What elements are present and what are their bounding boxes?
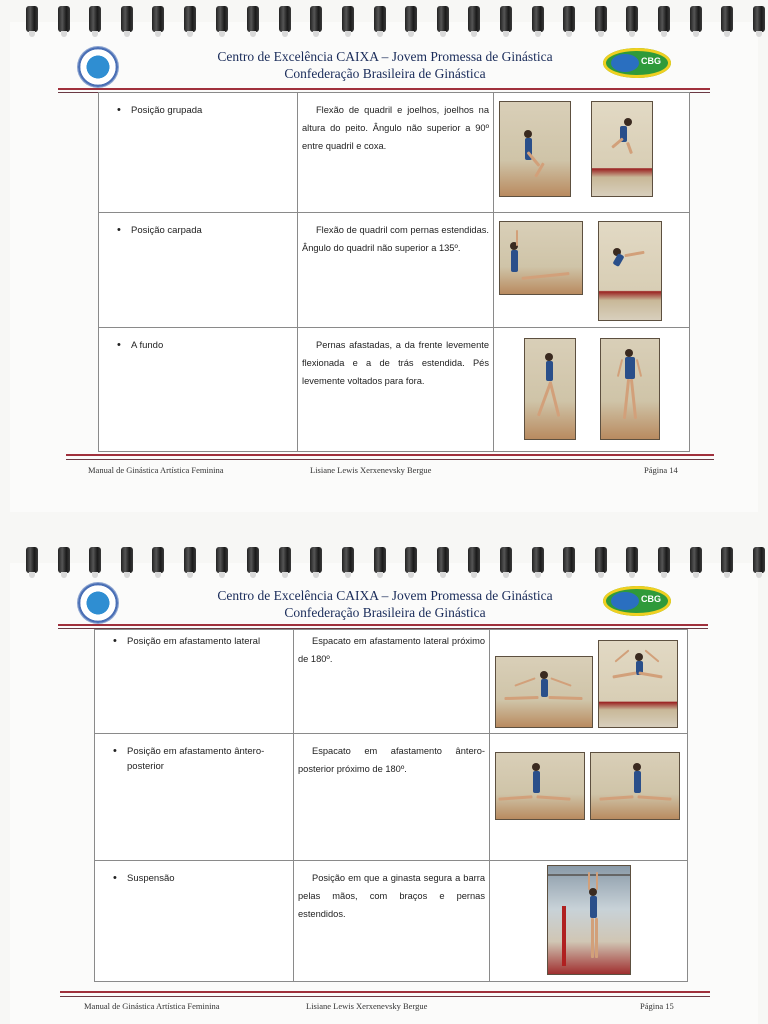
footer-page-number: Página 14: [644, 465, 678, 475]
spiral-ring: [753, 547, 765, 573]
table-row: [95, 630, 687, 733]
footer-rule: [66, 454, 714, 456]
table-row: [99, 93, 689, 212]
spiral-ring: [405, 6, 417, 32]
spiral-ring: [216, 6, 228, 32]
spiral-ring: [374, 6, 386, 32]
spiral-ring: [721, 547, 733, 573]
table-row: [99, 212, 689, 328]
footer-manual-title: Manual de Ginástica Artística Feminina: [88, 465, 224, 475]
photo-pike-jump: [598, 221, 662, 321]
spiral-ring: [26, 547, 38, 573]
footer-rule-thin: [60, 996, 710, 997]
spiral-ring: [437, 6, 449, 32]
position-description: Pernas afastadas, a da frente levemente flexionada e a de trás estendida. Pés levemente voltados para fora.: [302, 340, 489, 386]
spiral-ring: [595, 6, 607, 32]
photo-tuck-seated: [499, 101, 571, 197]
footer-page-number: Página 15: [640, 1001, 674, 1011]
position-name: • Posição em afastamento lateral: [113, 634, 287, 649]
position-description: Espacato em afastamento ântero-posterior próximo de 180º.: [298, 746, 485, 774]
spiral-ring: [279, 6, 291, 32]
spiral-ring: [468, 547, 480, 573]
position-name: • Suspensão: [113, 871, 287, 886]
header-rule: [58, 88, 710, 90]
table-row: [95, 733, 687, 861]
spiral-ring: [279, 547, 291, 573]
photo-pike-seated: [499, 221, 583, 295]
photo-lunge-front: [600, 338, 660, 440]
spiral-ring: [437, 547, 449, 573]
spiral-binding: [0, 543, 768, 573]
spiral-ring: [690, 6, 702, 32]
table-row: [99, 327, 689, 452]
spiral-ring: [532, 547, 544, 573]
spiral-ring: [121, 547, 133, 573]
footer-rule: [60, 991, 710, 993]
position-name: • Posição grupada: [117, 103, 291, 118]
page-header: [0, 587, 768, 629]
photo-lunge-side: [524, 338, 576, 440]
spiral-ring: [152, 547, 164, 573]
position-description: Flexão de quadril com pernas estendidas. Ângulo do quadril não superior a 135º.: [302, 225, 489, 253]
footer-author: Lisiane Lewis Xerxenevsky Bergue: [310, 465, 432, 475]
spiral-ring: [468, 6, 480, 32]
spiral-ring: [721, 6, 733, 32]
spiral-ring: [310, 547, 322, 573]
manual-page-15: [0, 543, 768, 1024]
header-title-line1: Centro de Excelência CAIXA – Jovem Promessa de Ginástica: [217, 588, 553, 603]
spiral-ring: [626, 6, 638, 32]
position-name: • Posição em afastamento ântero-posterior: [113, 744, 287, 774]
positions-table: [94, 629, 688, 982]
spiral-ring: [658, 547, 670, 573]
position-description: Flexão de quadril e joelhos, joelhos na altura do peito. Ângulo não superior a 90º entre quadril e coxa.: [302, 105, 489, 151]
spiral-ring: [563, 6, 575, 32]
spiral-ring: [247, 6, 259, 32]
positions-table: [98, 92, 690, 452]
photo-front-split-1: [495, 752, 585, 820]
spiral-ring: [595, 547, 607, 573]
spiral-ring: [310, 6, 322, 32]
header-title-line2: Confederação Brasileira de Ginástica: [284, 605, 486, 620]
spiral-ring: [89, 547, 101, 573]
spiral-ring: [658, 6, 670, 32]
spiral-ring: [626, 547, 638, 573]
spiral-ring: [342, 547, 354, 573]
photo-front-split-2: [590, 752, 680, 820]
position-description: Espacato em afastamento lateral próximo de 180º.: [298, 636, 485, 664]
spiral-ring: [405, 547, 417, 573]
photo-hang-bar: [547, 865, 631, 975]
spiral-ring: [563, 547, 575, 573]
table-row: [95, 860, 687, 982]
photo-tuck-jump: [591, 101, 653, 197]
spiral-ring: [58, 6, 70, 32]
spiral-ring: [216, 547, 228, 573]
footer-rule-thin: [66, 459, 714, 460]
position-description: Posição em que a ginasta segura a barra pelas mãos, com braços e pernas estendidos.: [298, 873, 485, 919]
photo-side-split-jump: [598, 640, 678, 728]
spiral-ring: [500, 6, 512, 32]
spiral-ring: [753, 6, 765, 32]
position-name: • A fundo: [117, 338, 291, 353]
spiral-ring: [690, 547, 702, 573]
spiral-ring: [342, 6, 354, 32]
spiral-ring: [184, 6, 196, 32]
footer-author: Lisiane Lewis Xerxenevsky Bergue: [306, 1001, 428, 1011]
cbg-logo-text: CBG: [641, 594, 661, 604]
spiral-ring: [89, 6, 101, 32]
page-header: [0, 48, 768, 90]
spiral-ring: [26, 6, 38, 32]
spiral-ring: [184, 547, 196, 573]
spiral-ring: [58, 547, 70, 573]
header-rule: [58, 624, 708, 626]
photo-side-split-floor: [495, 656, 593, 728]
spiral-ring: [121, 6, 133, 32]
spiral-ring: [152, 6, 164, 32]
spiral-ring: [247, 547, 259, 573]
position-name: • Posição carpada: [117, 223, 291, 238]
spiral-ring: [374, 547, 386, 573]
spiral-ring: [500, 547, 512, 573]
spiral-ring: [532, 6, 544, 32]
header-title-line2: Confederação Brasileira de Ginástica: [284, 66, 486, 81]
cbg-logo-text: CBG: [641, 56, 661, 66]
header-title-line1: Centro de Excelência CAIXA – Jovem Promessa de Ginástica: [217, 49, 553, 64]
spiral-binding: [0, 0, 768, 30]
footer-manual-title: Manual de Ginástica Artística Feminina: [84, 1001, 220, 1011]
